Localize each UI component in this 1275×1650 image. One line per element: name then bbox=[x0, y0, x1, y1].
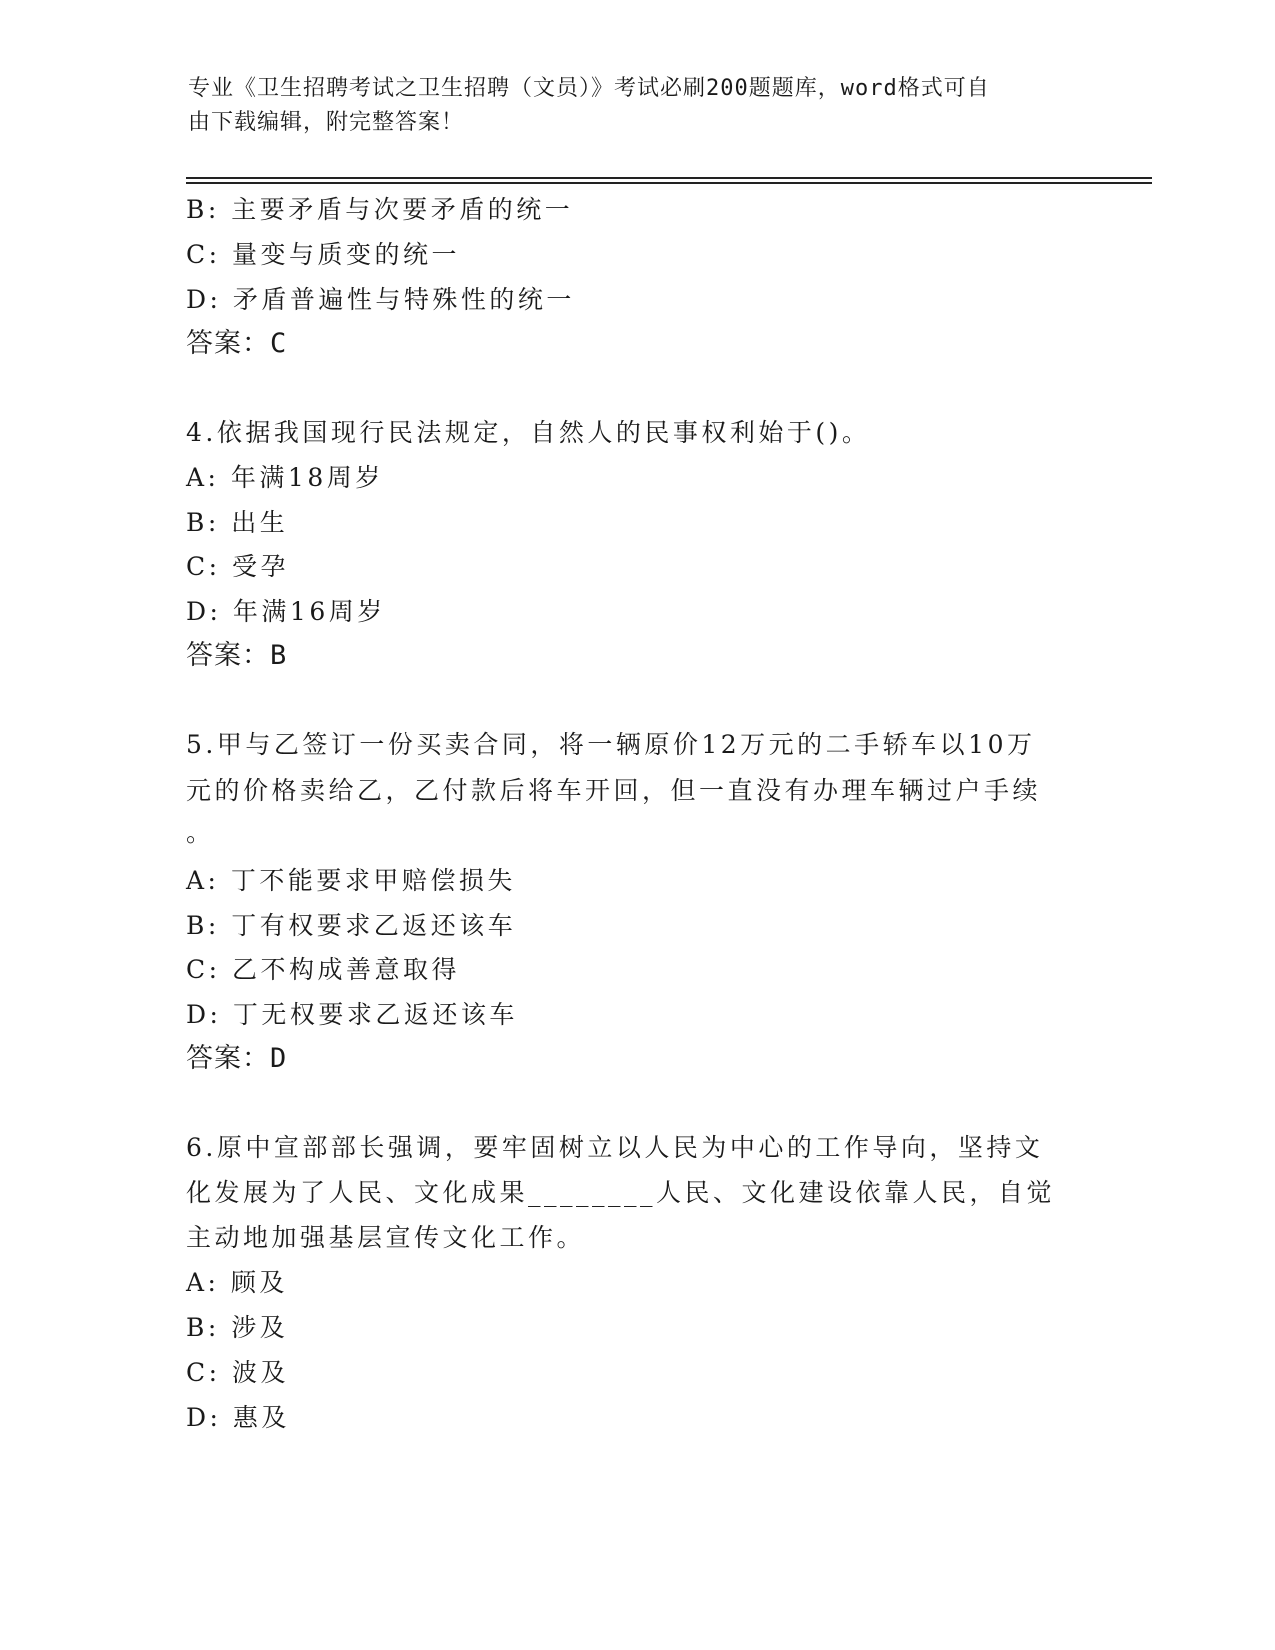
option-d: D: 年满16周岁 bbox=[186, 597, 386, 626]
option-b: B: 主要矛盾与次要矛盾的统一 bbox=[186, 195, 574, 224]
option-a: A: 丁不能要求甲赔偿损失 bbox=[186, 866, 516, 895]
question-stem-line-1: 6.原中宣部部长强调，要牢固树立以人民为中心的工作导向，坚持文 bbox=[186, 1133, 1044, 1162]
option-c: C: 量变与质变的统一 bbox=[186, 240, 460, 269]
answer: 答案：C bbox=[186, 328, 288, 359]
question-stem-line-1: 5.甲与乙签订一份买卖合同，将一辆原价12万元的二手轿车以10万 bbox=[186, 730, 1036, 759]
option-c: C: 受孕 bbox=[186, 552, 289, 581]
question-stem-line-2: 化发展为了人民、文化成果________人民、文化建设依靠人民，自觉 bbox=[186, 1178, 1056, 1207]
header-title-line-1: 专业《卫生招聘考试之卫生招聘（文员）》考试必刷200题题库，word格式可自 bbox=[188, 76, 990, 101]
option-d: D: 矛盾普遍性与特殊性的统一 bbox=[186, 285, 575, 314]
question-stem-line-3: 。 bbox=[186, 818, 215, 847]
option-a: A: 年满18周岁 bbox=[186, 463, 384, 492]
option-b: B: 丁有权要求乙返还该车 bbox=[186, 911, 517, 940]
option-d: D: 惠及 bbox=[186, 1403, 290, 1432]
question-stem-line-2: 元的价格卖给乙，乙付款后将车开回，但一直没有办理车辆过户手续 bbox=[186, 776, 1042, 805]
option-c: C: 波及 bbox=[186, 1358, 289, 1387]
header-title-line-2: 由下载编辑，附完整答案！ bbox=[188, 110, 465, 135]
answer: 答案：D bbox=[186, 1043, 288, 1074]
option-d: D: 丁无权要求乙返还该车 bbox=[186, 1000, 518, 1029]
question-stem: 4.依据我国现行民法规定，自然人的民事权利始于()。 bbox=[186, 418, 871, 447]
header-divider-top bbox=[186, 177, 1152, 179]
question-stem-line-3: 主动地加强基层宣传文化工作。 bbox=[186, 1223, 586, 1252]
option-b: B: 出生 bbox=[186, 508, 289, 537]
header-divider-bottom bbox=[186, 182, 1152, 184]
answer: 答案：B bbox=[186, 640, 288, 671]
option-c: C: 乙不构成善意取得 bbox=[186, 955, 460, 984]
option-a: A: 顾及 bbox=[186, 1268, 288, 1297]
option-b: B: 涉及 bbox=[186, 1313, 289, 1342]
